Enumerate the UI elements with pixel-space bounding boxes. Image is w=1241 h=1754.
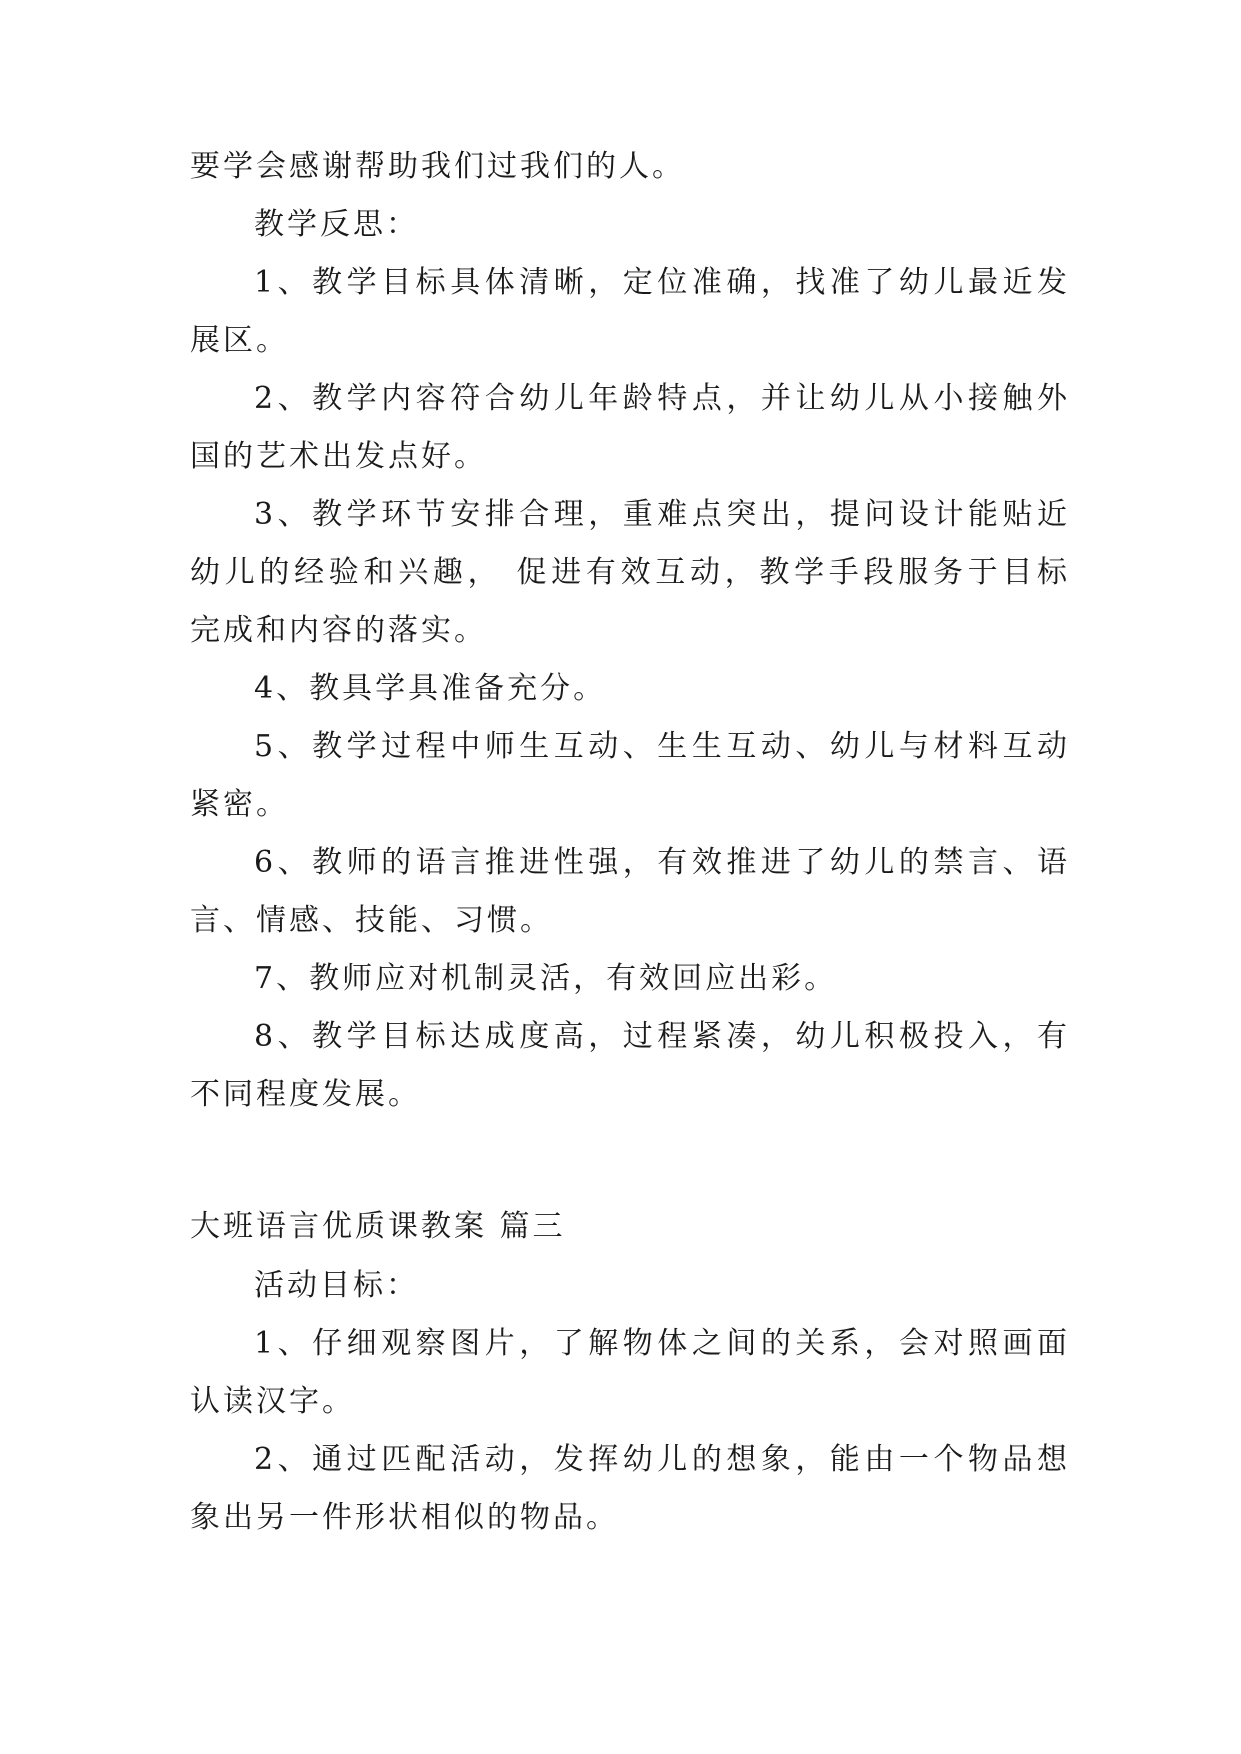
goal-item-2-continued: 象出另一件形状相似的物品。 bbox=[190, 1500, 619, 1535]
goal-item-1: 1、仔细观察图片，了解物体之间的关系，会对照画面 bbox=[254, 1326, 1070, 1361]
list-item-6-continued: 言、情感、技能、习惯。 bbox=[190, 903, 553, 938]
goal-item-1-continued: 认读汉字。 bbox=[190, 1384, 355, 1419]
section-heading-teaching-reflection: 教学反思： bbox=[254, 207, 419, 242]
goal-item-2: 2、通过匹配活动，发挥幼儿的想象，能由一个物品想 bbox=[254, 1442, 1070, 1477]
body-text-line: 要学会感谢帮助我们过我们的人。 bbox=[190, 149, 685, 184]
list-item-6: 6、教师的语言推进性强，有效推进了幼儿的禁言、语 bbox=[254, 845, 1070, 880]
list-item-3-continued: 幼儿的经验和兴趣， 促进有效互动，教学手段服务于目标 bbox=[190, 555, 1070, 590]
list-item-2-continued: 国的艺术出发点好。 bbox=[190, 439, 487, 474]
list-item-8: 8、教学目标达成度高，过程紧凑，幼儿积极投入，有 bbox=[254, 1019, 1070, 1054]
list-item-2: 2、教学内容符合幼儿年龄特点，并让幼儿从小接触外 bbox=[254, 381, 1070, 416]
list-item-5: 5、教学过程中师生互动、生生互动、幼儿与材料互动 bbox=[254, 729, 1070, 764]
list-item-8-continued: 不同程度发展。 bbox=[190, 1077, 421, 1112]
list-item-3: 3、教学环节安排合理，重难点突出，提问设计能贴近 bbox=[254, 497, 1070, 532]
list-item-5-continued: 紧密。 bbox=[190, 787, 289, 822]
list-item-1: 1、教学目标具体清晰，定位准确，找准了幼儿最近发 bbox=[254, 265, 1070, 300]
list-item-1-continued: 展区。 bbox=[190, 323, 289, 358]
section-title: 大班语言优质课教案 篇三 bbox=[190, 1209, 566, 1244]
list-item-4: 4、教具学具准备充分。 bbox=[254, 671, 607, 706]
list-item-3-continued: 完成和内容的落实。 bbox=[190, 613, 487, 648]
section-heading-activity-goals: 活动目标： bbox=[254, 1268, 419, 1303]
list-item-7: 7、教师应对机制灵活，有效回应出彩。 bbox=[254, 961, 838, 996]
